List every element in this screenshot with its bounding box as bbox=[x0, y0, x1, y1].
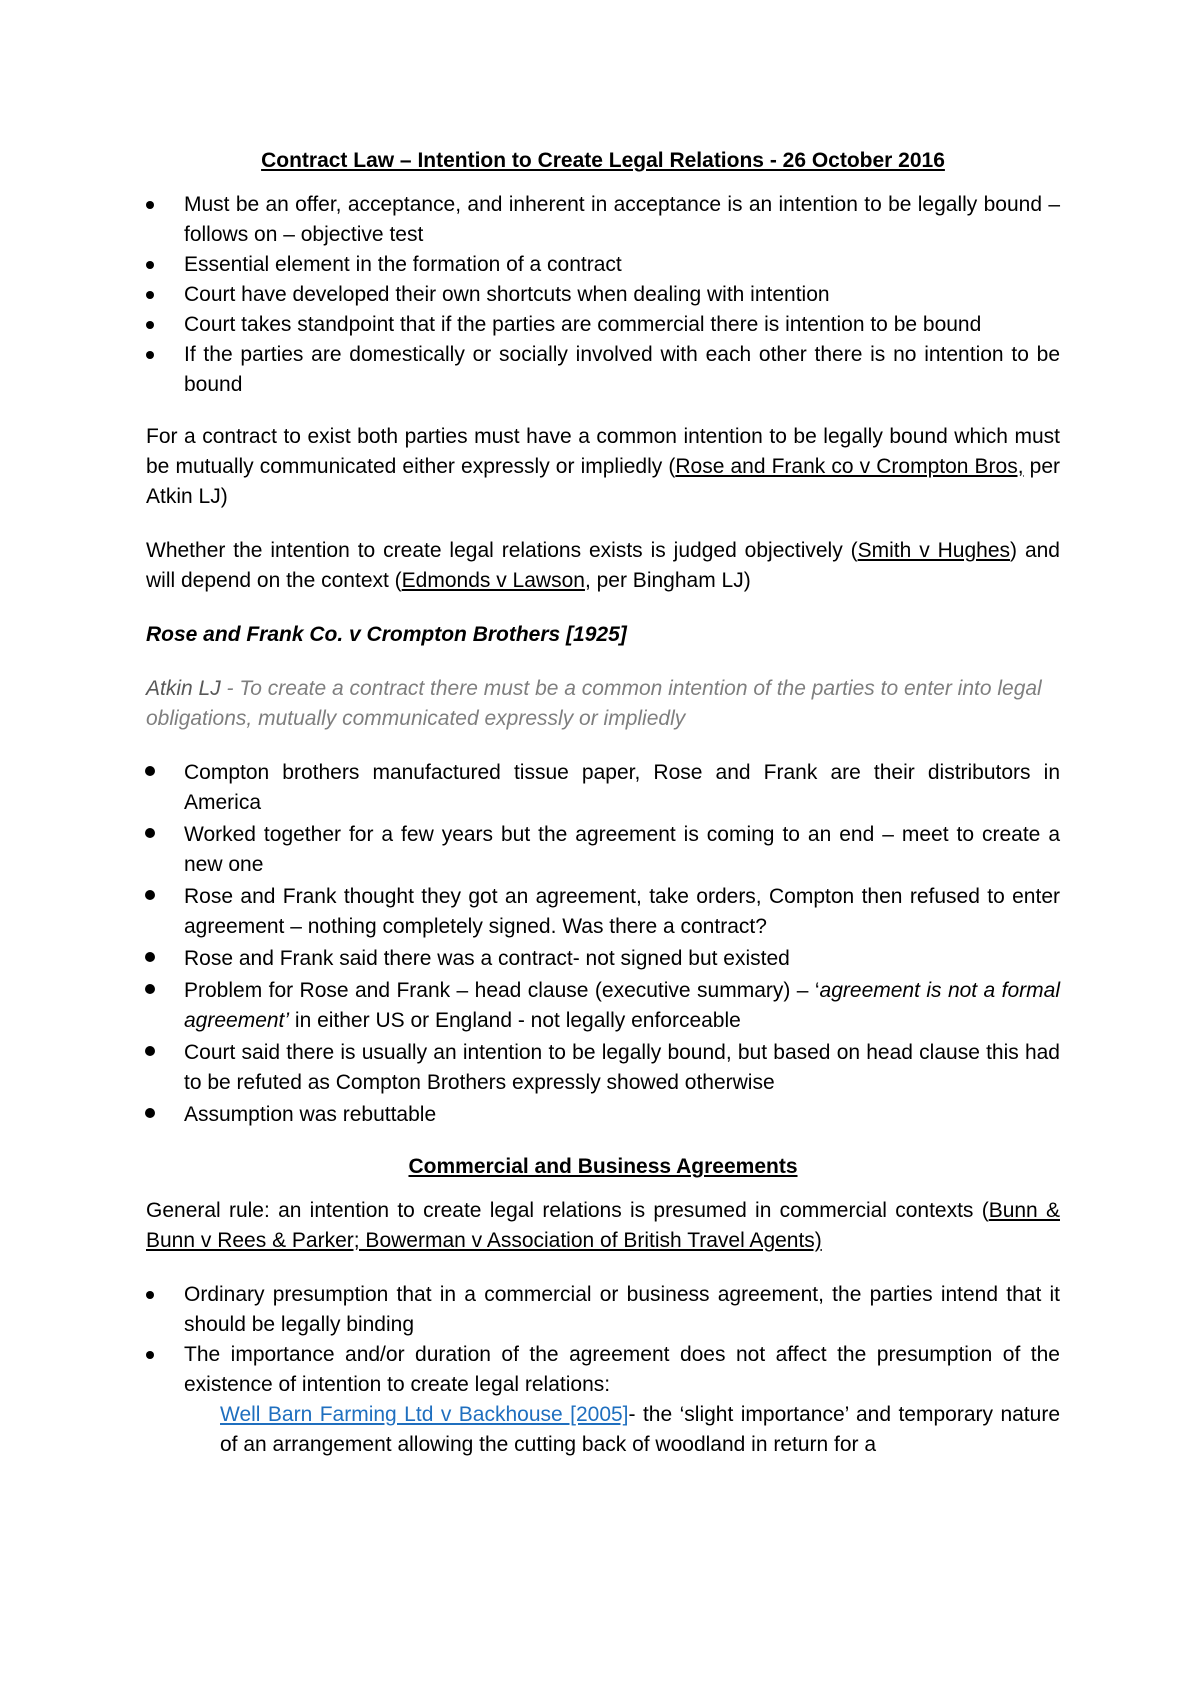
bullet-icon bbox=[145, 1108, 155, 1118]
list-item: Essential element in the formation of a contract bbox=[146, 250, 1060, 280]
bullet-icon bbox=[145, 828, 155, 838]
bullet-icon bbox=[146, 261, 154, 269]
quote-text: To create a contract there must be a common intention of the parties to enter into legal obligations, mutually communicated expressly or impliedly bbox=[146, 677, 1042, 730]
judicial-quote: Atkin LJ - To create a contract there must be a common intention of the parties to enter into legal obligations, mutually communicated expressly or impliedly bbox=[146, 677, 1042, 730]
list-item: Court said there is usually an intention to be legally bound, but based on head clause this had to be refuted as Compton Brothers expressly showed otherwise bbox=[146, 1038, 1060, 1098]
list-item: Rose and Frank thought they got an agreement, take orders, Compton then refused to enter agreement – nothing completely signed. Was there a contract? bbox=[146, 882, 1060, 942]
case-reference: Edmonds v Lawson bbox=[401, 569, 585, 592]
bullet-icon bbox=[146, 201, 154, 209]
commercial-bullet-list bbox=[146, 1280, 1060, 1400]
bullet-icon bbox=[145, 952, 155, 962]
section-heading: Commercial and Business Agreements bbox=[408, 1155, 798, 1178]
list-item: Court takes standpoint that if the parties are commercial there is intention to be bound bbox=[146, 310, 1060, 340]
list-item: Assumption was rebuttable bbox=[146, 1100, 1060, 1130]
list-item: Ordinary presumption that in a commercial or business agreement, the parties intend that it should be legally binding bbox=[146, 1280, 1060, 1340]
quote-judge: Atkin LJ bbox=[146, 677, 221, 700]
list-item: Court have developed their own shortcuts when dealing with intention bbox=[146, 280, 1060, 310]
list-item: Must be an offer, acceptance, and inherent in acceptance is an intention to be legally bound – follows on – objective test bbox=[146, 190, 1060, 250]
bullet-icon bbox=[145, 766, 155, 776]
paragraph-common-intention: For a contract to exist both parties must have a common intention to be legally bound which must be mutually communicated either expressly or impliedly (Rose and Frank co v Crompton Bros, per Atkin LJ) bbox=[146, 425, 1061, 508]
bullet-icon bbox=[146, 291, 154, 299]
case-reference: Bunn & Bunn v Rees & Parker; Bowerman v Association of British Travel Agents) bbox=[146, 1199, 1060, 1252]
bullet-icon bbox=[145, 890, 155, 900]
list-item: Worked together for a few years but the agreement is coming to an end – meet to create a new one bbox=[146, 820, 1060, 880]
document-title: Contract Law – Intention to Create Legal Relations - 26 October 2016 bbox=[261, 149, 945, 172]
intro-bullet-list bbox=[146, 190, 1060, 400]
bullet-icon bbox=[146, 1351, 154, 1359]
case-link[interactable]: Well Barn Farming Ltd v Backhouse [2005] bbox=[220, 1403, 629, 1426]
list-item: If the parties are domestically or socially involved with each other there is no intention to be bound bbox=[146, 340, 1060, 400]
bullet-icon bbox=[145, 1046, 155, 1056]
case-reference: Smith v Hughes bbox=[857, 539, 1011, 562]
bullet-icon bbox=[146, 321, 154, 329]
paragraph-objective-test: Whether the intention to create legal relations exists is judged objectively (Smith v Hughes) and will depend on the context (Edmonds v Lawson, per Bingham LJ) bbox=[146, 539, 1060, 592]
bullet-icon bbox=[146, 351, 154, 359]
case-reference: Rose and Frank co v Crompton Bros, bbox=[675, 455, 1024, 478]
list-item: Rose and Frank said there was a contract- not signed but existed bbox=[146, 944, 1060, 974]
bullet-icon bbox=[146, 1291, 154, 1299]
list-item: The importance and/or duration of the agreement does not affect the presumption of the existence of intention to create legal relations: bbox=[146, 1340, 1060, 1400]
case-facts-list bbox=[146, 758, 1060, 1130]
list-item: Compton brothers manufactured tissue paper, Rose and Frank are their distributors in America bbox=[146, 758, 1060, 818]
case-heading: Rose and Frank Co. v Crompton Brothers [1925] bbox=[146, 623, 627, 646]
indented-case-note: Well Barn Farming Ltd v Backhouse [2005]- the ‘slight importance’ and temporary nature of an arrangement allowing the cutting back of woodland in return for a bbox=[220, 1403, 1060, 1456]
document-page bbox=[146, 146, 1060, 1460]
paragraph-general-rule: General rule: an intention to create legal relations is presumed in commercial contexts (Bunn & Bunn v Rees & Parker; Bowerman v Association of British Travel Agents) bbox=[146, 1199, 1060, 1252]
bullet-icon bbox=[145, 984, 155, 994]
list-item: Problem for Rose and Frank – head clause (executive summary) – ‘agreement is not a formal agreement’ in either US or England - not legally enforceable bbox=[146, 976, 1060, 1036]
